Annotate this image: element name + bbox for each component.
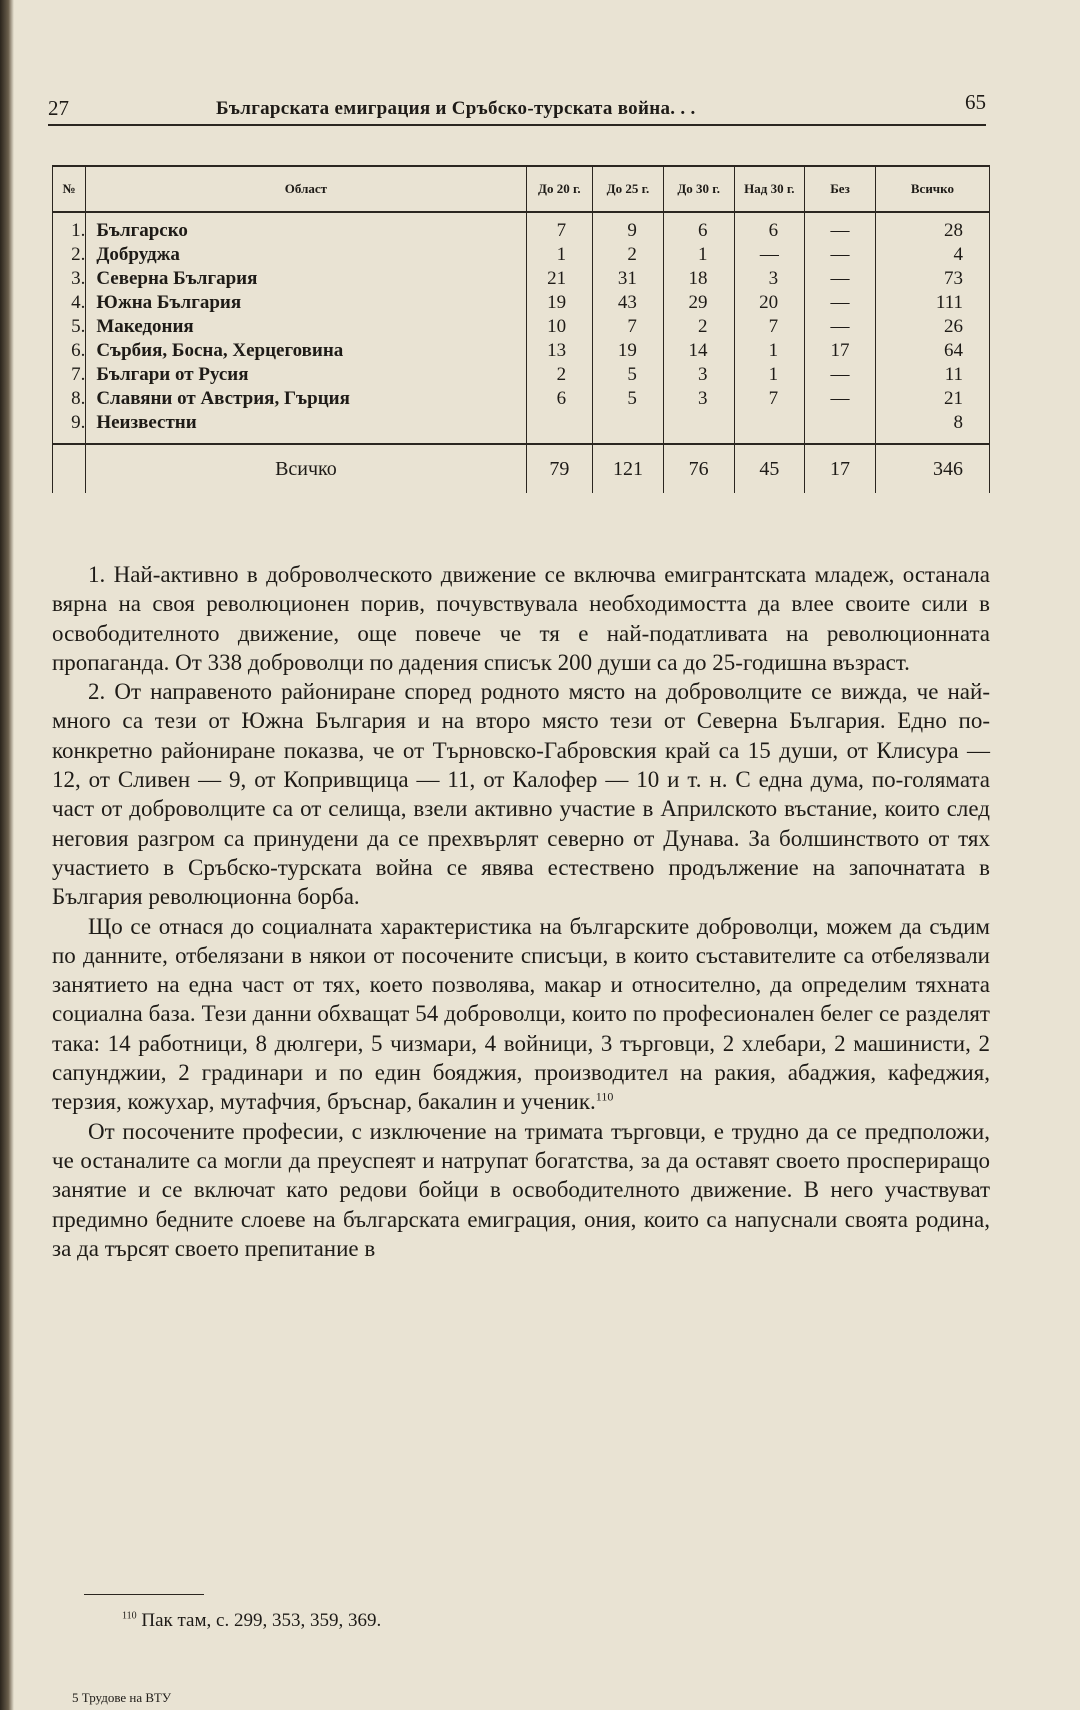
table-row (53, 243, 990, 267)
cell-total: 28 (875, 212, 989, 243)
col-header-total: Всичко (875, 166, 989, 212)
cell-under-20: 21 (526, 267, 593, 291)
cell-unknown-age: 17 (805, 339, 876, 363)
table-header-row (53, 166, 990, 212)
cell-under-30: 18 (663, 267, 734, 291)
row-region: Българско (86, 212, 526, 243)
cell-under-20: 6 (526, 387, 593, 411)
cell-unknown-age (805, 411, 876, 444)
page-number: 65 (965, 90, 986, 114)
row-number: 3. (53, 267, 86, 291)
paragraph-3 (52, 912, 990, 1117)
cell-under-20: 19 (526, 291, 593, 315)
cell-under-30 (663, 411, 734, 444)
cell-over-30: 7 (734, 315, 805, 339)
total-under-25: 121 (593, 444, 664, 493)
cell-under-30: 6 (663, 212, 734, 243)
cell-unknown-age: — (805, 243, 876, 267)
row-number: 9. (53, 411, 86, 444)
cell-under-30: 14 (663, 339, 734, 363)
cell-under-25: 9 (593, 212, 664, 243)
col-header-region: Област (86, 166, 526, 212)
cell-under-20: 7 (526, 212, 593, 243)
cell-under-25 (593, 411, 664, 444)
row-region: Северна България (86, 267, 526, 291)
page-left-number: 27 (48, 96, 69, 120)
cell-under-20: 1 (526, 243, 593, 267)
row-region: Македония (86, 315, 526, 339)
table-row (53, 363, 990, 387)
paragraph-2: 2. От направеното райониране според родното място на доброволците се вижда, че най-много са тези от Южна България и на второ място тези от Северна България. Едно по-конкретно райониране показва, че от Търновско-Габровския край са 15 души, от Клисура — 12, от Сливен — 9, от Копривщица — 11, от Калофер — 10 и т. н. С една дума, по-голямата част от доброволците са от селища, взели активно участие в Априлското въстание, които след неговия разгром са принудени да се прехвърлят северно от Дунава. За болшинството от тях участието в Сръбско-турската война се явява естествено продължение на започнатата в България революционна борба. (52, 679, 990, 910)
cell-over-30: 6 (734, 212, 805, 243)
paragraph-1: 1. Най-активно в доброволческото движение се включва емигрантската младеж, останала вярна на своя революционен порив, почувствувала необходимостта да влее своите сили в освободителното движение, още повече че тя е най-податливата на революционната пропаганда. От 338 доброволци по дадения списък 200 души са до 25-годишна възраст. (52, 562, 990, 675)
totals-number-cell (53, 444, 86, 493)
cell-total: 8 (875, 411, 989, 444)
volunteers-age-table (52, 165, 990, 493)
cell-under-30: 29 (663, 291, 734, 315)
row-number: 4. (53, 291, 86, 315)
cell-over-30: 1 (734, 363, 805, 387)
row-region: Неизвестни (86, 411, 526, 444)
cell-unknown-age: — (805, 267, 876, 291)
cell-over-30: 20 (734, 291, 805, 315)
table-totals-row (53, 444, 990, 493)
cell-under-30: 3 (663, 387, 734, 411)
col-header-over-30: Над 30 г. (734, 166, 805, 212)
row-number: 2. (53, 243, 86, 267)
col-header-number: № (53, 166, 86, 212)
cell-under-20: 13 (526, 339, 593, 363)
cell-total: 11 (875, 363, 989, 387)
row-number: 7. (53, 363, 86, 387)
running-title: Българската емиграция и Сръбско-турската война. . . (216, 98, 696, 119)
cell-under-25: 7 (593, 315, 664, 339)
cell-under-25: 5 (593, 363, 664, 387)
cell-under-20: 2 (526, 363, 593, 387)
col-header-under-25: До 25 г. (593, 166, 664, 212)
cell-total: 21 (875, 387, 989, 411)
cell-total: 4 (875, 243, 989, 267)
row-number: 6. (53, 339, 86, 363)
row-number: 8. (53, 387, 86, 411)
cell-under-30: 3 (663, 363, 734, 387)
footnote-divider (84, 1594, 204, 1595)
row-number: 5. (53, 315, 86, 339)
cell-unknown-age: — (805, 291, 876, 315)
col-header-unknown-age: Без (805, 166, 876, 212)
table-row (53, 212, 990, 243)
cell-over-30 (734, 411, 805, 444)
table-row (53, 387, 990, 411)
cell-total: 26 (875, 315, 989, 339)
cell-unknown-age: — (805, 315, 876, 339)
cell-total: 64 (875, 339, 989, 363)
col-header-under-30: До 30 г. (663, 166, 734, 212)
row-number: 1. (53, 212, 86, 243)
col-header-under-20: До 20 г. (526, 166, 593, 212)
cell-over-30: 3 (734, 267, 805, 291)
footnote-reference[interactable]: 110 (595, 1089, 614, 1104)
total-over-30: 45 (734, 444, 805, 493)
table-row (53, 315, 990, 339)
cell-under-20 (526, 411, 593, 444)
cell-over-30: 7 (734, 387, 805, 411)
cell-under-20: 10 (526, 315, 593, 339)
table-row (53, 291, 990, 315)
paragraph-4: От посочените професии, с изключение на тримата търговци, е трудно да се предположи, че останалите са могли да преуспеят и натрупат богатства, за да оставят своето проспериращо занятие и се включат като редови бойци в освободителното движение. В него участвуват предимно бедните слоеве на българската емиграция, ония, които са напуснали своята родина, за да търсят своето препитание в (52, 1118, 990, 1261)
footnote-text: Пак там, с. 299, 353, 359, 369. (141, 1610, 382, 1631)
cell-under-30: 1 (663, 243, 734, 267)
cell-under-25: 43 (593, 291, 664, 315)
row-region: Сърбия, Босна, Херцеговина (86, 339, 526, 363)
table-row (53, 267, 990, 291)
cell-under-25: 5 (593, 387, 664, 411)
row-region: Славяни от Австрия, Гърция (86, 387, 526, 411)
table-row (53, 339, 990, 363)
total-under-30: 76 (663, 444, 734, 493)
totals-label: Всичко (86, 444, 526, 493)
printer-signature: 5 Трудове на ВТУ (72, 1690, 172, 1705)
cell-under-25: 19 (593, 339, 664, 363)
cell-unknown-age: — (805, 363, 876, 387)
total-unknown-age: 17 (805, 444, 876, 493)
cell-over-30: — (734, 243, 805, 267)
footnote-mark: 110 (122, 1610, 137, 1622)
cell-over-30: 1 (734, 339, 805, 363)
footnote (122, 1610, 381, 1632)
cell-under-25: 31 (593, 267, 664, 291)
cell-total: 111 (875, 291, 989, 315)
row-region: Южна България (86, 291, 526, 315)
cell-unknown-age: — (805, 212, 876, 243)
body-text (52, 560, 990, 1263)
row-region: Българи от Русия (86, 363, 526, 387)
cell-unknown-age: — (805, 387, 876, 411)
cell-under-25: 2 (593, 243, 664, 267)
table-row (53, 411, 990, 444)
row-region: Добруджа (86, 243, 526, 267)
total-under-20: 79 (526, 444, 593, 493)
paragraph-3-text: Що се отнася до социалната характеристика на българските доброволци, можем да съдим по данните, отбелязани в някои от посочените списъци, в които съставителите са отбелязвали занятието на една част от тях, което позволява, макар и относително, да определим тяхната социална база. Тези данни обхващат 54 доброволци, които по професионален белег се разделят така: 14 работници, 8 дюлгери, 5 чизмари, 4 войници, 3 търговци, 2 хлебари, 2 машинисти, 2 сапунджии, 2 градинари и по един бояджия, производител на ракия, абаджия, кафеджия, терзия, кожухар, мутафчия, бръснар, бакалин и ученик. (52, 913, 990, 1115)
running-header (48, 90, 986, 126)
cell-total: 73 (875, 267, 989, 291)
cell-under-30: 2 (663, 315, 734, 339)
grand-total: 346 (875, 444, 989, 493)
